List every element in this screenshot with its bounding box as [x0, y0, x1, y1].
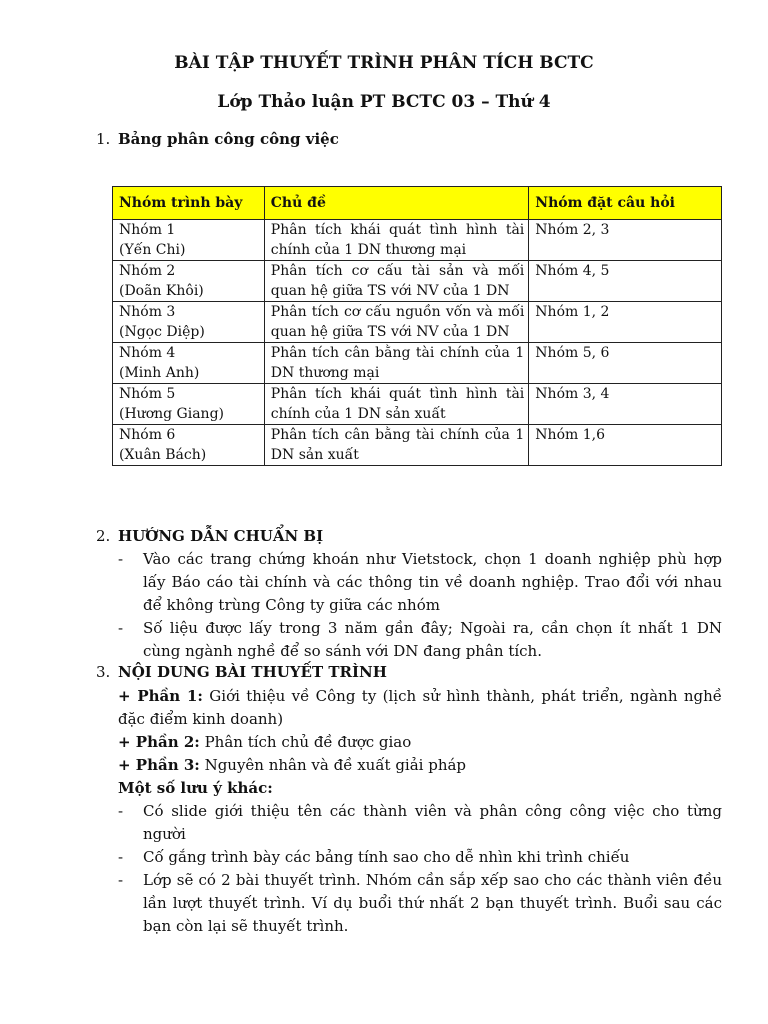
table-row — [113, 220, 722, 261]
table-row — [113, 302, 722, 343]
topic-cell: Phân tích khái quát tình hình tài chính của 1 DN thương mại — [264, 220, 529, 261]
group-name: Nhóm 2 — [119, 263, 176, 279]
section-number: 1. — [96, 130, 111, 148]
list-item-text: Vào các trang chứng khoán như Vietstock, chọn 1 doanh nghiệp phù hợp lấy Báo cáo tài chính và các thông tin về doanh nghiệp. Trao đổi với nhau để không trùng Công ty giữa các nhóm — [143, 550, 722, 614]
part-label: + Phần 2: — [118, 733, 200, 751]
group-member: (Xuân Bách) — [119, 447, 207, 463]
group-cell — [113, 220, 265, 261]
group-member: (Ngọc Diệp) — [119, 324, 205, 340]
section-number: 2. — [96, 527, 111, 545]
questioners-cell: Nhóm 2, 3 — [529, 220, 722, 261]
questioners-cell: Nhóm 1, 2 — [529, 302, 722, 343]
group-cell — [113, 343, 265, 384]
notes-title: Một số lưu ý khác: — [118, 779, 273, 797]
list-item-text: Số liệu được lấy trong 3 năm gần đây; Ngoài ra, cần chọn ít nhất 1 DN cùng ngành nghề để so sánh với DN đang phân tích. — [143, 619, 722, 660]
bullet-dash: - — [118, 848, 124, 866]
preparation-list — [118, 548, 722, 663]
questioners-cell: Nhóm 5, 6 — [529, 343, 722, 384]
section-title: NỘI DUNG BÀI THUYẾT TRÌNH — [118, 663, 387, 681]
notes-heading — [118, 777, 722, 800]
list-item — [118, 548, 722, 617]
topic-cell: Phân tích cân bằng tài chính của 1 DN sản xuất — [264, 425, 529, 466]
document-title: BÀI TẬP THUYẾT TRÌNH PHÂN TÍCH BCTC — [174, 53, 594, 73]
section-title: Bảng phân công công việc — [118, 130, 339, 148]
part-item — [118, 731, 722, 754]
list-item-text: Lớp sẽ có 2 bài thuyết trình. Nhóm cần sắp xếp sao cho các thành viên đều lần lượt thuyết trình. Ví dụ buổi thứ nhất 2 bạn thuyết trình. Buổi sau các bạn còn lại sẽ thuyết trình. — [143, 871, 722, 935]
class-subtitle: Lớp Thảo luận PT BCTC 03 – Thứ 4 — [217, 92, 551, 112]
group-name: Nhóm 5 — [119, 386, 176, 402]
header-question-groups: Nhóm đặt câu hỏi — [529, 187, 722, 220]
assignment-table — [112, 186, 722, 466]
group-member: (Doãn Khôi) — [119, 283, 204, 299]
bullet-dash: - — [118, 550, 124, 568]
section-number: 3. — [96, 663, 111, 681]
table-row — [113, 261, 722, 302]
table-row — [113, 343, 722, 384]
topic-cell: Phân tích cơ cấu tài sản và mối quan hệ giữa TS với NV của 1 DN — [264, 261, 529, 302]
group-name: Nhóm 4 — [119, 345, 176, 361]
list-item — [118, 617, 722, 663]
table-row — [113, 384, 722, 425]
questioners-cell: Nhóm 1,6 — [529, 425, 722, 466]
section-2-heading — [96, 527, 323, 545]
section-title: HƯỚNG DẪN CHUẨN BỊ — [118, 527, 324, 545]
part-text: Giới thiệu về Công ty (lịch sử hình thành, phát triển, ngành nghề đặc điểm kinh doanh) — [118, 687, 722, 728]
topic-cell: Phân tích cơ cấu nguồn vốn và mối quan hệ giữa TS với NV của 1 DN — [264, 302, 529, 343]
part-item — [118, 754, 722, 777]
header-topic: Chủ đề — [264, 187, 529, 220]
topic-cell: Phân tích khái quát tình hình tài chính của 1 DN sản xuất — [264, 384, 529, 425]
part-text: Phân tích chủ đề được giao — [199, 733, 412, 751]
part-label: + Phần 3: — [118, 756, 200, 774]
group-name: Nhóm 3 — [119, 304, 176, 320]
list-item — [118, 800, 722, 846]
topic-cell: Phân tích cân bằng tài chính của 1 DN thương mại — [264, 343, 529, 384]
list-item-text: Cố gắng trình bày các bảng tính sao cho dễ nhìn khi trình chiếu — [143, 848, 630, 866]
group-cell — [113, 425, 265, 466]
group-member: (Minh Anh) — [119, 365, 200, 381]
group-cell — [113, 384, 265, 425]
group-cell — [113, 261, 265, 302]
group-member: (Hương Giang) — [119, 406, 224, 422]
group-name: Nhóm 1 — [119, 222, 176, 238]
presentation-content — [118, 685, 722, 938]
section-3-heading — [96, 663, 387, 681]
group-member: (Yến Chi) — [119, 242, 186, 258]
header-presenting-group: Nhóm trình bày — [113, 187, 265, 220]
bullet-dash: - — [118, 802, 124, 820]
list-item-text: Có slide giới thiệu tên các thành viên và phân công công việc cho từng người — [143, 802, 722, 843]
part-label: + Phần 1: — [118, 687, 203, 705]
group-cell — [113, 302, 265, 343]
list-item — [118, 869, 722, 938]
table-header-row — [113, 187, 722, 220]
list-item — [118, 846, 722, 869]
group-name: Nhóm 6 — [119, 427, 176, 443]
part-text: Nguyên nhân và đề xuất giải pháp — [199, 756, 467, 774]
part-item — [118, 685, 722, 731]
table-row — [113, 425, 722, 466]
bullet-dash: - — [118, 871, 124, 889]
questioners-cell: Nhóm 3, 4 — [529, 384, 722, 425]
bullet-dash: - — [118, 619, 124, 637]
questioners-cell: Nhóm 4, 5 — [529, 261, 722, 302]
section-1-heading — [96, 130, 339, 148]
